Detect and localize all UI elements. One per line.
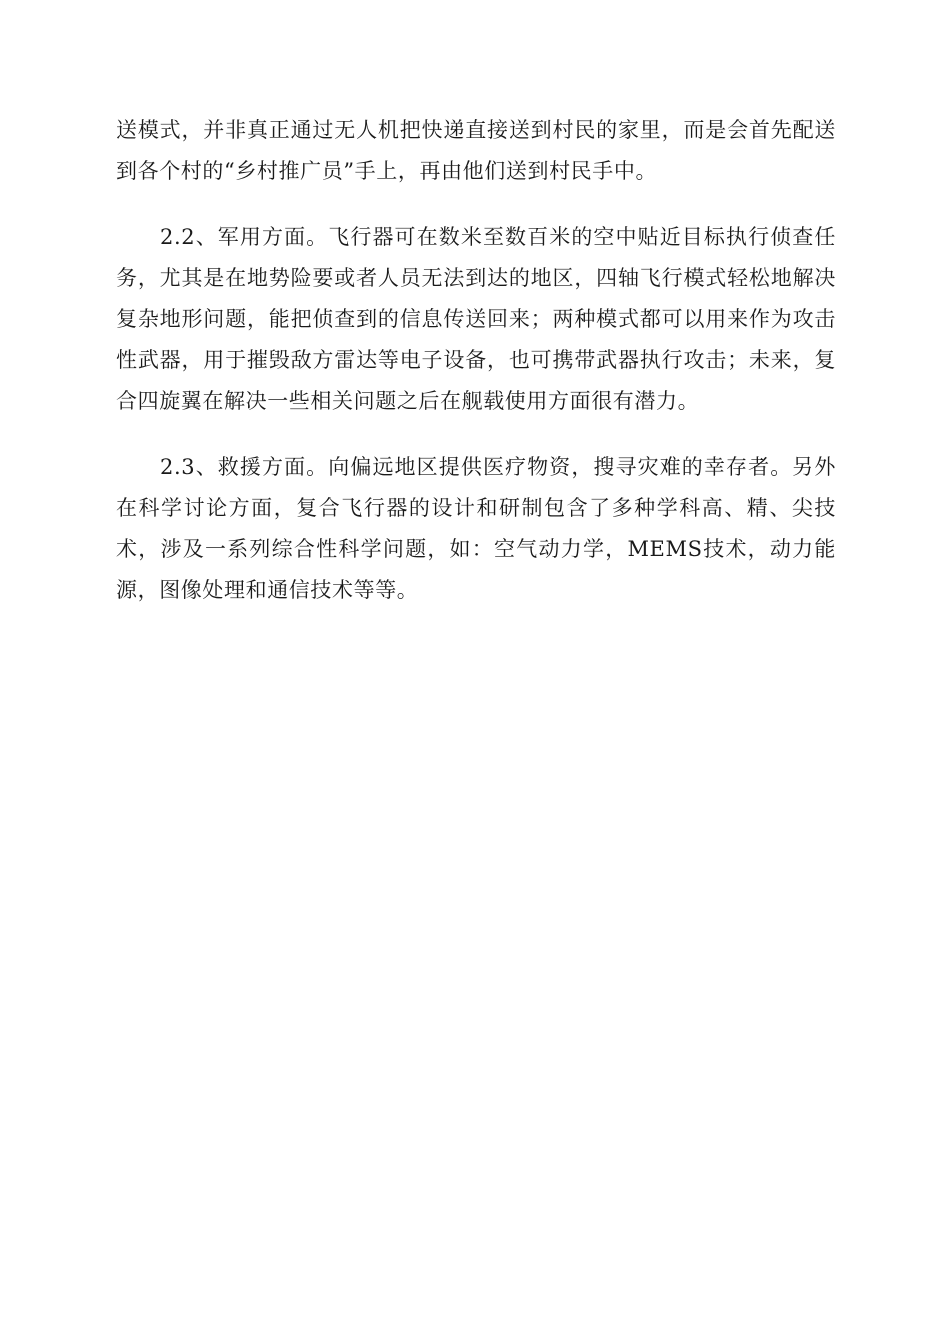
paragraph-military-use: 2.2、军用方面。飞行器可在数米至数百米的空中贴近目标执行侦查任务，尤其是在地势险要或者人员无法到达的地区，四轴飞行模式轻松地解决复杂地形问题，能把侦查到的信息传送回来；两种模式都可以用来作为攻击性武器，用于摧毁敌方雷达等电子设备，也可携带武器执行攻击；未来，复合四旋翼在解决一些相关问题之后在舰载使用方面很有潜力。 <box>116 225 836 413</box>
document-body <box>116 110 836 636</box>
paragraph-continuation: 送模式，并非真正通过无人机把快递直接送到村民的家里，而是会首先配送到各个村的“乡村推广员”手上，再由他们送到村民手中。 <box>116 118 836 183</box>
paragraph-rescue-use: 2.3、救援方面。向偏远地区提供医疗物资，搜寻灾难的幸存者。另外在科学讨论方面，复合飞行器的设计和研制包含了多种学科高、精、尖技术，涉及一系列综合性科学问题，如：空气动力学，MEMS技术，动力能源，图像处理和通信技术等等。 <box>116 455 836 602</box>
